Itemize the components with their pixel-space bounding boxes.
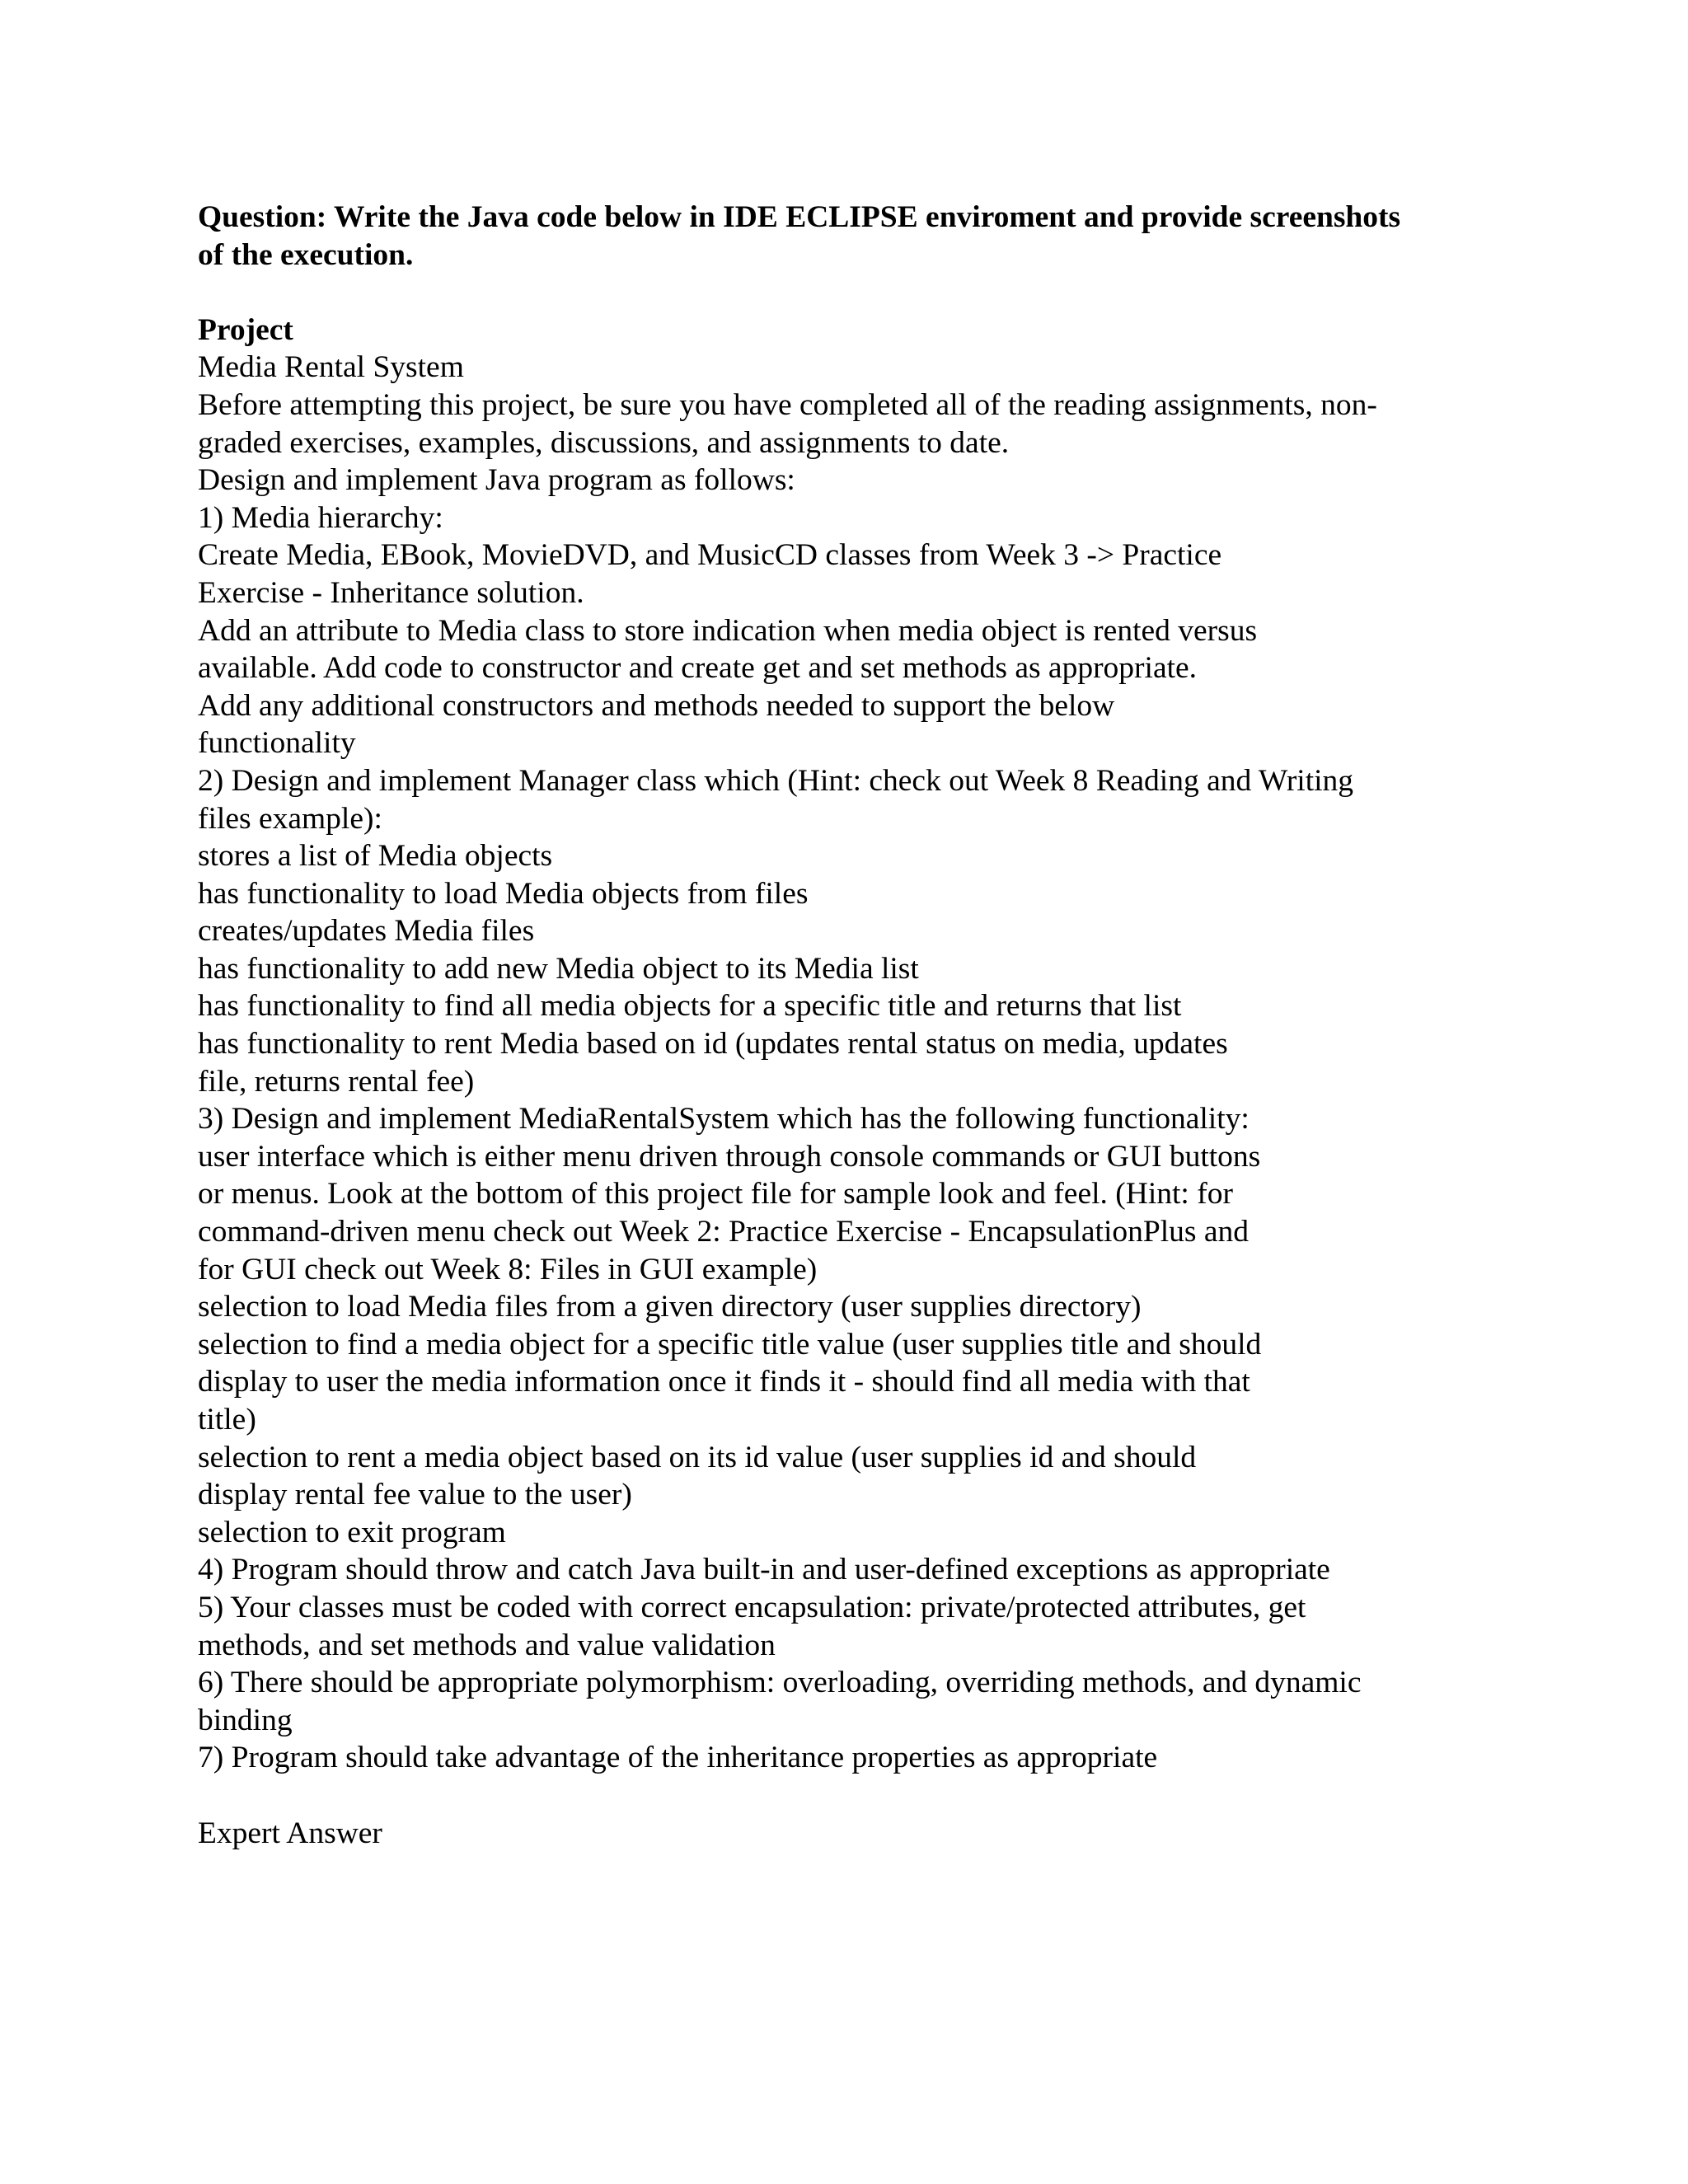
project-text-line: 2) Design and implement Manager class which (Hint: check out Week 8 Reading and Writing	[198, 763, 1354, 798]
question-line-1: Question: Write the Java code below in IDE ECLIPSE enviroment and provide screenshots	[198, 200, 1401, 234]
project-text-line: has functionality to rent Media based on id (updates rental status on media, updates	[198, 1027, 1228, 1062]
project-text-line: Design and implement Java program as follows:	[198, 463, 795, 498]
project-text-line: has functionality to add new Media object to its Media list	[198, 951, 919, 986]
project-text-line: title)	[198, 1403, 256, 1436]
project-text-line: command-driven menu check out Week 2: Practice Exercise - EncapsulationPlus and	[198, 1215, 1250, 1249]
project-text-line: 4) Program should throw and catch Java built-in and user-defined exceptions as appropriate	[198, 1553, 1330, 1587]
project-text-line: methods, and set methods and value validation	[198, 1628, 776, 1662]
project-text-line: 5) Your classes must be coded with correct encapsulation: private/protected attributes, get	[198, 1590, 1306, 1624]
project-text-line: user interface which is either menu driven through console commands or GUI buttons	[198, 1139, 1261, 1174]
project-text-line: Add any additional constructors and methods needed to support the below	[198, 688, 1115, 723]
project-text-line: binding	[198, 1703, 293, 1737]
project-text-line: selection to load Media files from a given directory (user supplies directory)	[198, 1290, 1142, 1324]
project-text-line: creates/updates Media files	[198, 914, 535, 949]
project-text-line: Exercise - Inheritance solution.	[198, 575, 584, 610]
expert-answer-label: Expert Answer	[198, 1816, 382, 1850]
project-heading: Project	[198, 312, 293, 347]
project-text-line: available. Add code to constructor and create get and set methods as appropriate.	[198, 651, 1198, 686]
project-text-line: display rental fee value to the user)	[198, 1478, 632, 1512]
spacer	[198, 1777, 1500, 1815]
project-text-line: 3) Design and implement MediaRentalSystem which has the following functionality:	[198, 1102, 1250, 1137]
project-text-line: functionality	[198, 726, 356, 761]
project-text-line: file, returns rental fee)	[198, 1064, 475, 1099]
project-text-line: selection to rent a media object based on its id value (user supplies id and should	[198, 1440, 1197, 1474]
project-text-line: Before attempting this project, be sure you have completed all of the reading assignments, non-	[198, 387, 1377, 422]
project-text-line: display to user the media information once it finds it - should find all media with that	[198, 1365, 1250, 1399]
project-text-line: for GUI check out Week 8: Files in GUI example)	[198, 1252, 818, 1286]
project-text-line: or menus. Look at the bottom of this project file for sample look and feel. (Hint: for	[198, 1177, 1233, 1212]
project-text-line: selection to find a media object for a specific title value (user supplies title and should	[198, 1327, 1262, 1361]
project-text-line: Media Rental System	[198, 350, 464, 385]
project-text-line: 6) There should be appropriate polymorphism: overloading, overriding methods, and dynamic	[198, 1666, 1362, 1700]
project-text-line: selection to exit program	[198, 1515, 506, 1549]
spacer	[198, 274, 1500, 312]
document-content	[198, 199, 1500, 1852]
project-body	[198, 349, 1500, 1777]
project-text-line: Create Media, EBook, MovieDVD, and MusicCD classes from Week 3 -> Practice	[198, 538, 1222, 573]
project-text-line: has functionality to load Media objects from files	[198, 876, 809, 911]
project-text-line: files example):	[198, 801, 382, 836]
project-text-line: Add an attribute to Media class to store indication when media object is rented versus	[198, 613, 1258, 648]
project-text-line: 1) Media hierarchy:	[198, 500, 443, 535]
question-line-2: of the execution.	[198, 237, 414, 272]
project-text-line: 7) Program should take advantage of the inheritance properties as appropriate	[198, 1741, 1158, 1775]
project-text-line: graded exercises, examples, discussions, and assignments to date.	[198, 425, 1010, 460]
project-text-line: stores a list of Media objects	[198, 839, 553, 874]
project-text-line: has functionality to find all media objects for a specific title and returns that list	[198, 989, 1182, 1024]
